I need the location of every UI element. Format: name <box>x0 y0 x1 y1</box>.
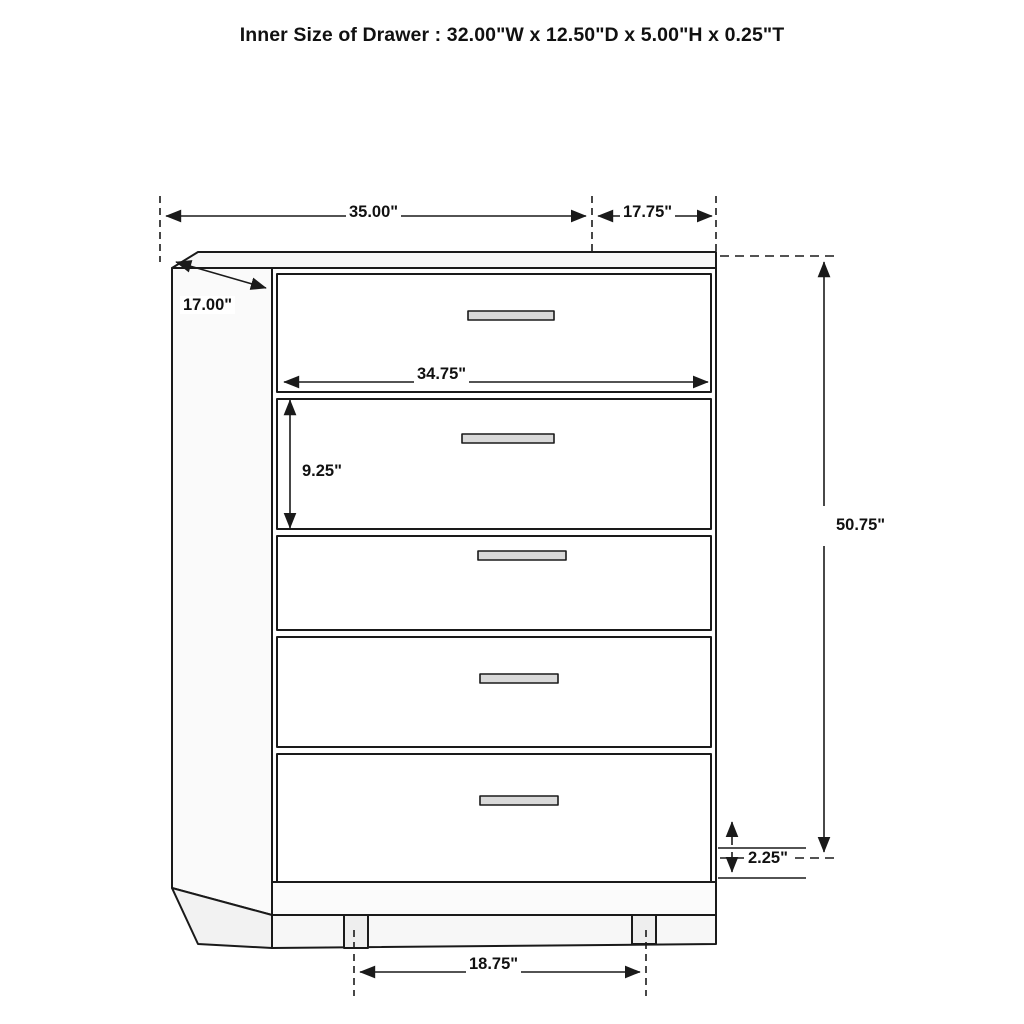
page-title: Inner Size of Drawer : 32.00"W x 12.50"D x 5.00"H x 0.25"T <box>239 24 785 46</box>
dim-label-side-depth: 17.00" <box>180 296 235 314</box>
drawer-handle-2 <box>462 434 554 443</box>
dim-label-drawer-width: 34.75" <box>414 365 469 383</box>
chest-leg-left <box>344 915 368 948</box>
chest-body <box>172 252 716 948</box>
dim-label-drawer-height: 9.25" <box>299 462 345 480</box>
dim-label-total-height: 50.75" <box>833 516 888 534</box>
dim-label-leg-span: 18.75" <box>466 955 521 973</box>
chest-top-panel <box>172 252 716 268</box>
chest-side-panel <box>172 268 272 915</box>
drawer-front-4 <box>277 637 711 747</box>
drawer-front-3 <box>277 536 711 630</box>
chest-leg-right <box>632 915 656 944</box>
dim-label-top-front-width: 35.00" <box>346 203 401 221</box>
drawer-handle-4 <box>480 674 558 683</box>
dim-label-top-side-width: 17.75" <box>620 203 675 221</box>
drawer-front-5 <box>277 754 711 882</box>
drawer-front-1 <box>277 274 711 392</box>
drawer-handle-1 <box>468 311 554 320</box>
drawer-handle-5 <box>480 796 558 805</box>
dim-label-toe-kick-height: 2.25" <box>745 849 791 867</box>
drawer-handle-3 <box>478 551 566 560</box>
chest-plinth-front <box>272 882 716 915</box>
